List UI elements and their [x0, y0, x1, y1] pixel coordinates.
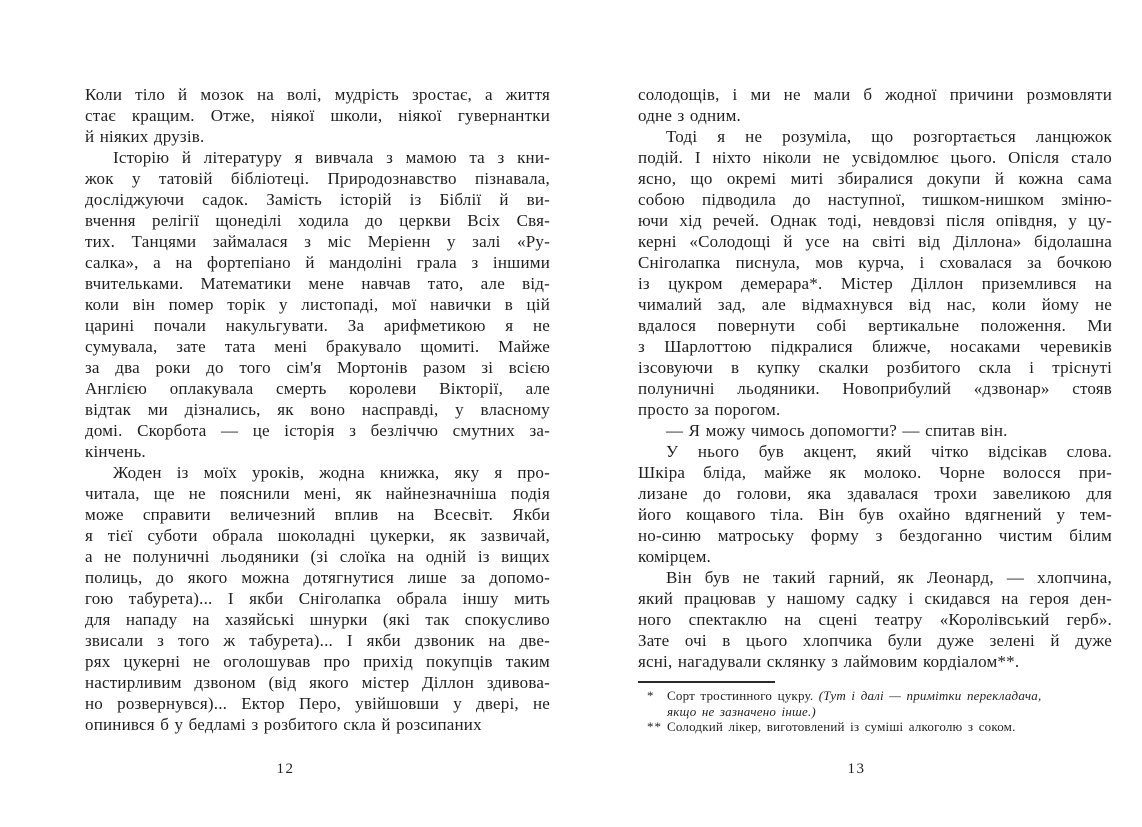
text-line: який працював у нашому садку і скидався на героя ден- [638, 589, 1112, 608]
footnote-line [667, 704, 1112, 720]
footnote [638, 719, 1112, 735]
text-line: но-синю матроську форму з бездоганно чистим білим [638, 526, 1112, 545]
text-line: читала, ще не пояснили мені, як найнезначніша подія [85, 484, 550, 503]
text-line: відтак ми дізнались, як воно насправді, у власному [85, 400, 550, 419]
text-line: з Шарлоттою підкралися ближче, носаками черевиків [638, 337, 1112, 356]
text-line: тих. Танцями займалася з міс Меріенн у залі «Ру- [85, 232, 550, 251]
footnote-separator-rule [638, 681, 775, 683]
text-line: У нього був акцент, який чітко відсікав слова. [666, 442, 1112, 461]
text-line: для нападу на хазяйські шнурки (які так спокусливо [85, 610, 550, 629]
footnote [638, 688, 1112, 719]
text-line: а не полуничні льодяники (зі слоїка на одній із вищих [85, 547, 550, 566]
footnotes-section [638, 681, 1112, 735]
text-line: полиць, до якого можна дотягнутися лише за допомо- [85, 568, 550, 587]
text-line: й ніяких друзів. [85, 127, 205, 146]
text-line: досліджуючи садок. Замість історій із Біблії й ви- [85, 190, 550, 209]
footnote-text-italic: (Тут і далі — примітки перекладача, [818, 688, 1042, 703]
text-line: Історію й літературу я вивчала з мамою та з кни- [113, 148, 550, 167]
text-line: ясні, нагадували склянку з лаймовим кордіалом**. [638, 652, 1020, 671]
right-page-text [638, 84, 1112, 672]
text-line: лизане до голови, яка здавалася трохи завеликою для [638, 484, 1112, 503]
text-line: вчення релігії щонеділі ходила до церкви Всіх Свя- [85, 211, 550, 230]
text-line: керні «Солодощі й усе на світі від Діллона» бідолашна [638, 232, 1112, 251]
text-line: сумувала, зате тата мені бракувало щомиті. Майже [85, 337, 550, 356]
text-line: гою табурета)... І якби Сніголапка обрала іншу мить [85, 589, 550, 608]
text-line: царині почали накульгувати. За арифметикою я не [85, 316, 550, 335]
text-line: ного спектаклю на сцені театру «Королівський герб». [638, 610, 1112, 629]
left-page-text [85, 84, 550, 735]
text-line: ясно, що окремі миті збиралися докупи й кожна сама [638, 169, 1112, 188]
text-line: Коли тіло й мозок на волі, мудрість зростає, а життя [85, 85, 550, 104]
text-line: настирливим дзвоном (від якого містер Діллон здивова- [85, 673, 550, 692]
text-line: звисали з того ж табурета)... І якби дзвоник на две- [85, 631, 550, 650]
footnote-line [667, 719, 1112, 735]
text-line: домі. Скорбота — це історія з безліччю смутних за- [85, 421, 550, 440]
text-line: собою підводила до наступної, тишком-нишком зміню- [638, 190, 1112, 209]
text-line: його кощавого тіла. Він був охайно вдягнений у тем- [638, 505, 1112, 524]
text-line: салка», а на фортепіано й мандоліні грала з іншими [85, 253, 550, 272]
footnote-marker: * [647, 688, 655, 703]
text-line: Він був не такий гарний, як Леонард, — хлопчина, [666, 568, 1112, 587]
footnote-line [667, 688, 1112, 704]
footnote-text-italic: якщо не зазначено інше.) [667, 703, 816, 719]
text-line: кінчень. [85, 442, 146, 461]
right-page-number: 13 [847, 761, 866, 777]
text-line: просто за порогом. [638, 400, 781, 419]
text-line: ючи хід речей. Однак тоді, невдовзі після опівдня, у цу- [638, 211, 1112, 230]
text-line: коли він помер торік у листопаді, мої навички в цій [85, 295, 550, 314]
footnote-text: Солодкий лікер, виготовлений із суміші алкоголю з соком. [667, 719, 1016, 734]
text-line: я тієї суботи обрала шоколадні цукерки, як зазвичай, [85, 526, 550, 545]
text-line: вдалося повернути собі вертикальне положення. Ми [638, 316, 1112, 335]
text-line: одне з одним. [638, 106, 741, 125]
text-line: жок у татовій бібліотеці. Природознавство пізнавала, [85, 169, 550, 188]
footnote-text: Сорт тростинного цукру. [667, 688, 819, 703]
text-line: ізсовуючи в купку скалки розбитого скла і тріснуті [638, 358, 1112, 377]
text-line: Зате очі в цього хлопчика були дуже зелені й дуже [638, 631, 1112, 650]
text-line: чималий зад, але відмахнувся від нас, коли йому не [638, 295, 1112, 314]
text-line: вчительками. Математики мене навчав тато, але від- [85, 274, 550, 293]
text-line: подій. І ніхто ніколи не усвідомлює цього. Опісля стало [638, 148, 1112, 167]
text-line: Англією оплакувала смерть королеви Вікторії, але [85, 379, 550, 398]
text-line: полуничні льодяники. Новоприбулий «дзвонар» стояв [638, 379, 1112, 398]
footnote-marker: ** [647, 719, 662, 734]
text-line: за два роки до того сім'я Мортонів разом зі всією [85, 358, 550, 377]
text-line: — Я можу чимось допомогти? — спитав він. [666, 421, 1008, 440]
text-line: Шкіра бліда, майже як молоко. Чорне волосся при- [638, 463, 1112, 482]
text-line: рях цукерні не оголошував про прихід покупців таким [85, 652, 550, 671]
left-page-number: 12 [276, 761, 295, 777]
footnote-list [638, 688, 1112, 735]
text-line: Жоден із моїх уроків, жодна книжка, яку я про- [113, 463, 550, 482]
text-line: може справити величезний вплив на Всесвіт. Якби [85, 505, 550, 524]
text-line: Сніголапка писнула, мов курча, і сховалася за бочкою [638, 253, 1112, 272]
text-line: опинився б у бедламі з розбитого скла й розсипаних [85, 715, 482, 734]
text-line: комірцем. [638, 547, 712, 566]
text-line: но розвернувся)... Ектор Перо, увійшовши у двері, не [85, 694, 550, 713]
text-line: із цукром демерара*. Містер Діллон приземлився на [638, 274, 1112, 293]
text-line: стає кращим. Отже, ніякої школи, ніякої гувернантки [85, 106, 550, 125]
text-line: солодощів, і ми не мали б жодної причини розмовляти [638, 85, 1112, 104]
text-line: Тоді я не розуміла, що розгортається ланцюжок [666, 127, 1112, 146]
